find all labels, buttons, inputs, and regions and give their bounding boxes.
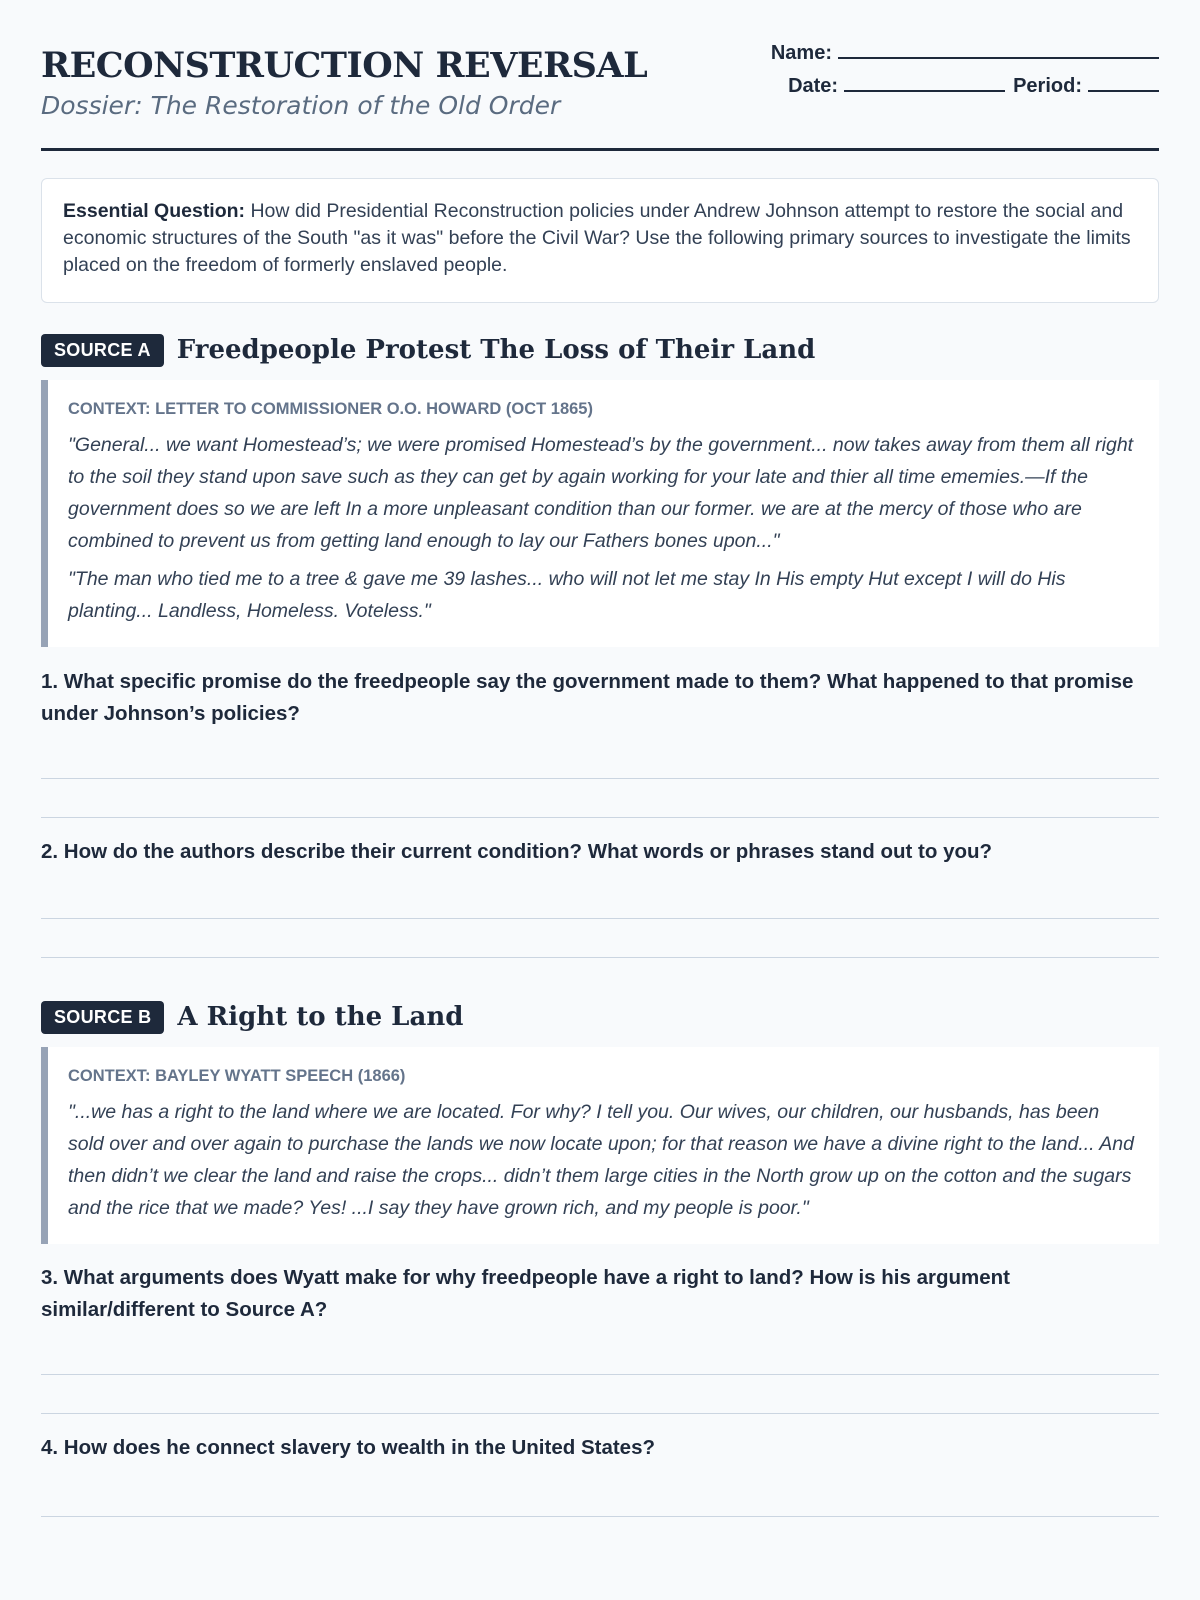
question-2-answer-line[interactable] bbox=[41, 919, 1159, 958]
title-block bbox=[41, 40, 647, 120]
period-field[interactable] bbox=[1088, 74, 1159, 92]
worksheet-header bbox=[41, 40, 1159, 151]
essential-question-box bbox=[41, 178, 1159, 303]
question-3-answer-line[interactable] bbox=[41, 1336, 1159, 1375]
question-4: 4. How does he connect slavery to wealth in the United States? bbox=[41, 1436, 655, 1459]
question-3-answer-line[interactable] bbox=[41, 1375, 1159, 1414]
student-info-fields bbox=[771, 41, 1159, 107]
source-a-title: Freedpeople Protest The Loss of Their Land bbox=[176, 335, 816, 365]
name-field[interactable] bbox=[838, 41, 1159, 59]
source-b-context: CONTEXT: BAYLEY WYATT SPEECH (1866) bbox=[68, 1067, 406, 1085]
question-1-answer-line[interactable] bbox=[41, 779, 1159, 818]
source-a-header bbox=[41, 331, 1159, 369]
question-1-answer-line[interactable] bbox=[41, 740, 1159, 779]
question-3: 3. What arguments does Wyatt make for why freedpeople have a right to land? How is his argument similar/different to Source A? bbox=[41, 1266, 1010, 1321]
date-field[interactable] bbox=[844, 74, 1005, 92]
source-b-header bbox=[41, 998, 1159, 1036]
source-a-quote-1: "General... we want Homestead’s; we were promised Homestead’s by the government... now takes away from them all right to the soil they stand upon save such as they can get by again working for your late and thier all time ememies.—If the government does so we are left In a more unpleasant condition than our former. we are at the mercy of those who are combined to prevent us from getting land enough to lay our Fathers bones upon..." bbox=[68, 434, 1134, 552]
name-label: Name: bbox=[770, 42, 832, 64]
page-title: RECONSTRUCTION REVERSAL bbox=[41, 45, 648, 86]
source-a-quote-box bbox=[41, 380, 1159, 647]
question-2-answer-line[interactable] bbox=[41, 880, 1159, 919]
question-4-answer-line[interactable] bbox=[41, 1478, 1159, 1517]
period-label: Period: bbox=[1013, 75, 1082, 97]
essential-question-label: Essential Question: bbox=[63, 200, 246, 222]
source-b-quote-1: "...we has a right to the land where we are located. For why? I tell you. Our wives, our children, our husbands, has been sold over and over again to purchase the lands we now locate upon; for that reason we have a divine right to the land... And then didn’t we clear the land and raise the crops... didn’t them large cities in the North grow up on the cotton and the sugars and the rice that we made? Yes! ...I say they have grown rich, and my people is poor." bbox=[68, 1101, 1134, 1219]
source-b-title: A Right to the Land bbox=[177, 1002, 464, 1032]
source-a-quote-2: "The man who tied me to a tree & gave me 39 lashes... who will not let me stay In His empty Hut except I will do His planting... Landless, Homeless. Voteless." bbox=[68, 568, 1066, 622]
essential-question-text: How did Presidential Reconstruction policies under Andrew Johnson attempt to restore the social and economic structures of the South "as it was" before the Civil War? Use the following primary sources to investigate the limits placed on the freedom of formerly enslaved people. bbox=[63, 200, 1131, 276]
source-b-badge: SOURCE B bbox=[41, 1001, 164, 1034]
source-a-context: CONTEXT: LETTER TO COMMISSIONER O.O. HOWARD (OCT 1865) bbox=[68, 400, 593, 418]
name-row bbox=[771, 41, 1159, 74]
source-b-quote-box bbox=[41, 1047, 1159, 1244]
date-label: Date: bbox=[788, 75, 839, 97]
question-1: 1. What specific promise do the freedpeople say the government made to them? What happened to that promise under Johnson’s policies? bbox=[41, 670, 1134, 725]
question-2: 2. How do the authors describe their current condition? What words or phrases stand out to you? bbox=[41, 840, 993, 863]
source-a-badge: SOURCE A bbox=[41, 334, 164, 367]
date-period-row bbox=[771, 74, 1159, 107]
page-subtitle: Dossier: The Restoration of the Old Order bbox=[41, 91, 561, 120]
